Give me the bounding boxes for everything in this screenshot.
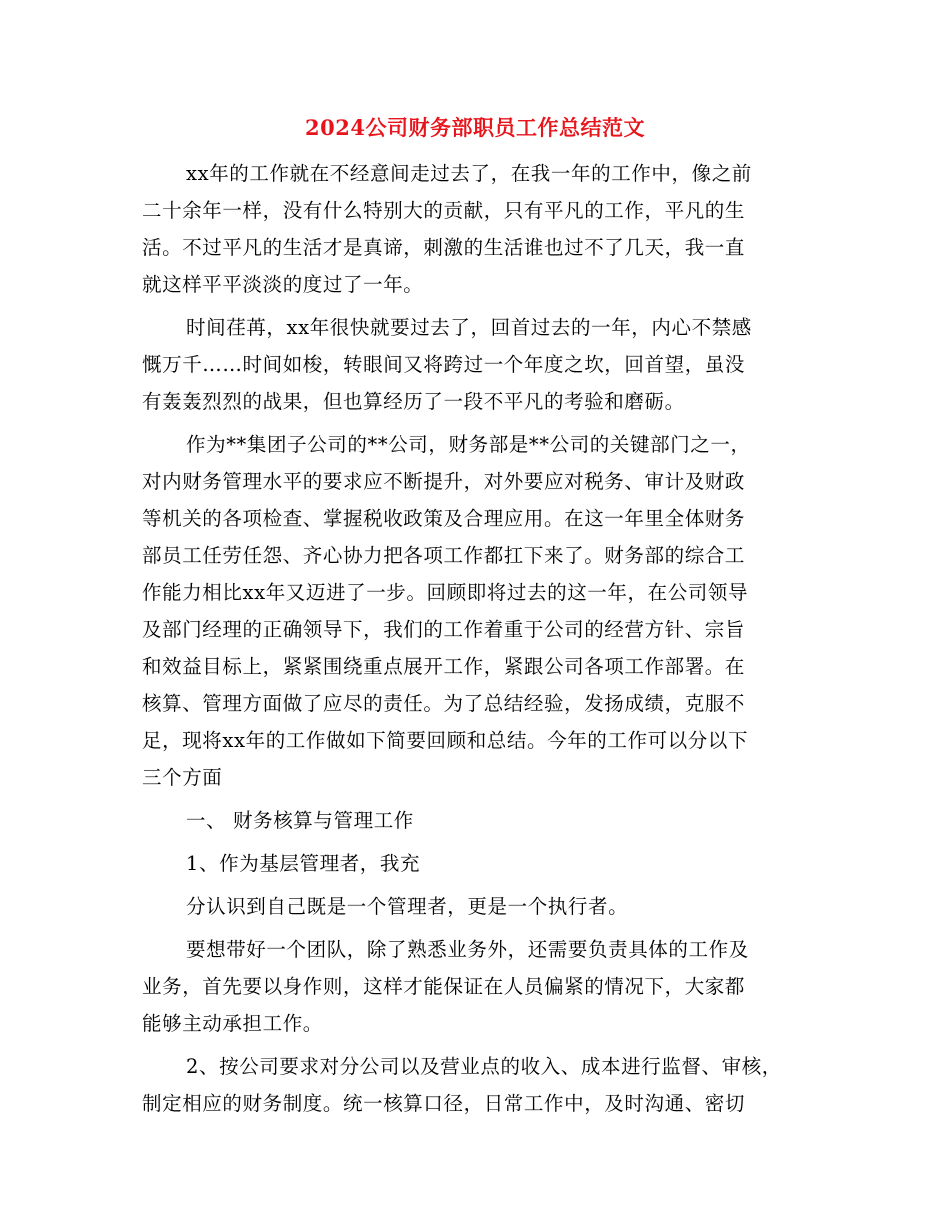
- paragraph-line: 就这样平平淡淡的度过了一年。: [142, 273, 424, 296]
- paragraph-line: 分认识到自己既是一个管理者，更是一个执行者。: [186, 895, 629, 918]
- list-item-line: 1、作为基层管理者，我充: [186, 852, 421, 875]
- paragraph-line: 作能力相比xx年又迈进了一步。回顾即将过去的这一年，在公司领导: [142, 581, 749, 604]
- paragraph-line: 业务，首先要以身作则，这样才能保证在人员偏紧的情况下，大家都: [142, 975, 746, 998]
- paragraph-line: 足，现将xx年的工作做如下简要回顾和总结。今年的工作可以分以下: [142, 729, 749, 752]
- paragraph-line: 等机关的各项检查、掌握税收政策及合理应用。在这一年里全体财务: [142, 507, 746, 530]
- paragraph-line: 和效益目标上，紧紧围绕重点展开工作，紧跟公司各项工作部署。在: [142, 655, 746, 678]
- section-heading: 一、 财务核算与管理工作: [186, 809, 414, 832]
- paragraph-line: 有轰轰烈烈的战果，但也算经历了一段不平凡的考验和磨砺。: [142, 390, 685, 413]
- paragraph-line: xx年的工作就在不经意间走过去了，在我一年的工作中，像之前: [186, 162, 752, 185]
- paragraph-line: 慨万千……时间如梭，转眼间又将跨过一个年度之坎，回首望，虽没: [142, 353, 746, 376]
- paragraph-line: 能够主动承担工作。: [142, 1012, 323, 1035]
- paragraph-line: 制定相应的财务制度。统一核算口径，日常工作中，及时沟通、密切: [142, 1092, 746, 1115]
- paragraph-line: 二十余年一样，没有什么特别大的贡献，只有平凡的工作，平凡的生: [142, 199, 746, 222]
- paragraph-line: 要想带好一个团队，除了熟悉业务外，还需要负责具体的工作及: [186, 938, 749, 961]
- document-body: [142, 155, 842, 1122]
- paragraph-line: 对内财务管理水平的要求应不断提升，对外要应对税务、审计及财政: [142, 470, 746, 493]
- paragraph-line: 活。不过平凡的生活才是真谛，刺激的生活谁也过不了几天，我一直: [142, 236, 746, 259]
- document-title: 2024公司财务部职员工作总结范文: [305, 115, 645, 140]
- paragraph-line: 三个方面: [142, 766, 223, 789]
- paragraph-line: 作为**集团子公司的**公司，财务部是**公司的关键部门之一，: [186, 433, 751, 456]
- list-item-line: 2、按公司要求对分公司以及营业点的收入、成本进行监督、审核，: [186, 1055, 782, 1078]
- paragraph-line: 核算、管理方面做了应尽的责任。为了总结经验，发扬成绩，克服不: [142, 692, 746, 715]
- paragraph-line: 及部门经理的正确领导下，我们的工作着重于公司的经营方针、宗旨: [142, 618, 746, 641]
- paragraph-line: 部员工任劳任怨、齐心协力把各项工作都扛下来了。财务部的综合工: [142, 544, 746, 567]
- paragraph-line: 时间荏苒，xx年很快就要过去了，回首过去的一年，内心不禁感: [186, 316, 752, 339]
